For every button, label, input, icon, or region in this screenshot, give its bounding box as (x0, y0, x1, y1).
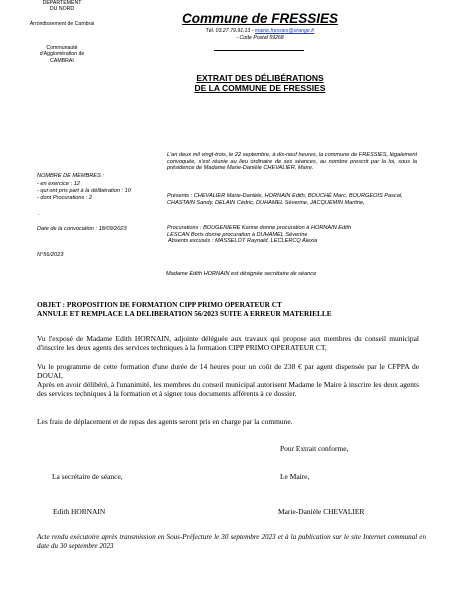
mayor-label: Le Maire, (280, 472, 310, 481)
mayor-name: Marie-Danièle CHEVALIER (278, 507, 365, 516)
members-in-office: - en exercice : 12 (37, 181, 80, 187)
department-label: DEPARTEMENT DU NORD (42, 0, 82, 13)
secretary-name: Edith HORNAIN (53, 507, 106, 516)
object-line-1: OBJET : PROPOSITION DE FORMATION CIPP PRIMO OPERATEUR CT (37, 300, 282, 309)
community-label: Communauté d'Agglomération de CAMBRAI (39, 45, 85, 64)
object-line-2: ANNULE ET REMPLACE LA DELIBERATION 56/2023 SUITE A ERREUR MATERIELLE (37, 309, 332, 318)
absents-text: Absents excusés : MASSELOT Raynald, LECLERCQ Alexia (168, 238, 318, 244)
procurations-text: Procurations : BOUGENIERE Karine donne procuration à HORNAIN Edith LESCAN Boris donne procuration à DUHAMEL Séverine (167, 225, 352, 238)
secretary-label: La secrétaire de séance, (52, 472, 123, 481)
postal-code: - Code Postal 59268 (236, 35, 284, 41)
present-list: Présents : CHEVALIER Marie-Danièle, HORNAIN Edith, BOUCHÉ Marc, BOURGEOIS Pascal, CHASTAIN Sandy, DELAIN Cédric, DUHAMEL Séverine, JACQUEMIN Martine, (167, 193, 403, 206)
session-intro: L'an deux mil vingt-trois, le 22 septembre, à dix-neuf heures, la commune de FRESSIES, légalement convoquée, s'est réunie au lieu ordinaire de ses séances, au nombre prescrit par la loi, sous la présidence de Madame Marie-Danièle CHEVALIER, Maire. (167, 152, 417, 172)
body-paragraph-3: Après en avoir délibéré, à l'unanimité, les membres du conseil municipal autorisent Madame le Maire à inscrire les deux agents des services techniques à la formation et à signer tous documents afférents à ce dossier. (37, 380, 419, 398)
members-procurations: - dont Procurations : 2 (37, 195, 93, 201)
arrondissement-label: Arrondissement de Cambrai (29, 21, 95, 27)
commune-title: Commune de FRESSIES (181, 11, 339, 26)
convocation-date: Date de la convocation : 18/09/2023 (37, 226, 127, 232)
secretary-note: Madame Edith HORNAIN est désignée secrétaire de séance (166, 271, 317, 277)
extract-title-line-1: EXTRAIT DES DÉLIBÉRATIONS (196, 73, 324, 83)
extract-conform: Pour Extrait conforme, (280, 444, 349, 453)
members-participated: - qui ont pris part à la délibération : 10 (37, 188, 131, 194)
header-divider (214, 50, 304, 51)
phone-text: Tél. 03.27.79.91.13 - (205, 28, 254, 34)
reference-number: N°56/2023 (37, 252, 64, 258)
body-paragraph-1: Vu l'exposé de Madame Edith HORNAIN, adjointe déléguée aux travaux qui propose aux membres du conseil municipal d'inscrire les deux agents des services techniques à la formation CIPP PRIMO OPERATEUR CT, (37, 334, 419, 352)
body-paragraph-2: Vu le programme de cette formation d'une durée de 14 heures pour un coût de 238 € par agent dispensée par le CFPPA de DOUAI, (37, 362, 419, 380)
dot-mark: . (38, 211, 40, 217)
extract-title (166, 73, 354, 93)
extract-title-line-2: DE LA COMMUNE DE FRESSIES (194, 83, 326, 93)
email-link[interactable]: mairie.fressies@orange.fr (254, 28, 315, 34)
members-label: NOMBRE DE MEMBRES : (37, 173, 104, 179)
transmission-note: Acte rendu exécutoire après transmission en Sous-Préfecture le 30 septembre 2023 et à la publication sur le site Internet communal en date du 30 septembre 2023 (37, 533, 426, 550)
contact-block (166, 28, 354, 42)
body-paragraph-4: Les frais de déplacement et de repas des agents seront pris en charge par la commune. (37, 417, 293, 426)
